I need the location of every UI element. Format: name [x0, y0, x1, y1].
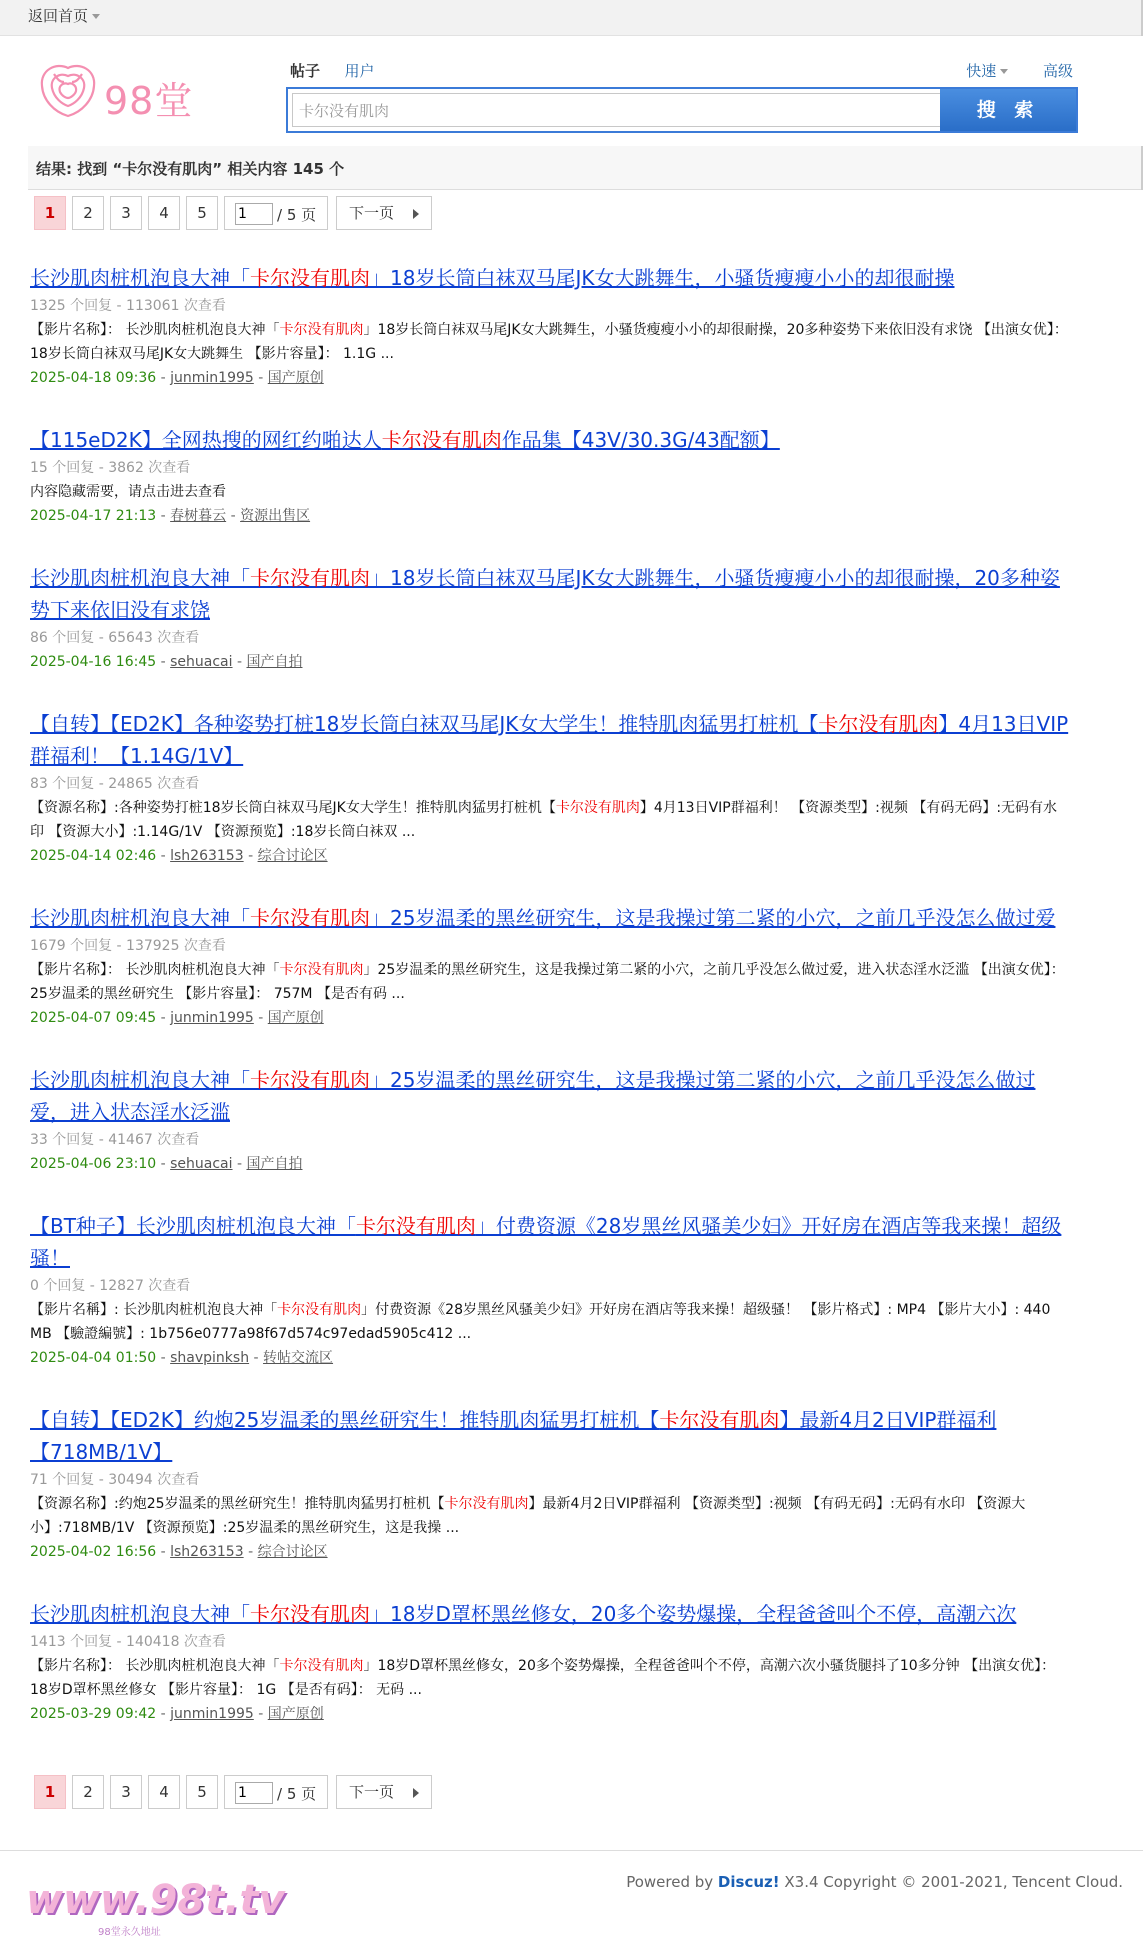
title-keyword-highlight: 卡尔没有肌肉 — [659, 1408, 780, 1432]
excerpt-text: 【影片名称】： 长沙肌肉桩机泡良大神「 — [30, 322, 280, 338]
title-text: 」25岁温柔的黑丝研究生，这是我操过第二紧的小穴，之前几乎没怎么做过爱 — [370, 906, 1056, 930]
search-result — [30, 708, 1070, 868]
result-stats: 1679 个回复 - 137925 次查看 — [30, 938, 226, 954]
title-text: 长沙肌肉桩机泡良大神「 — [30, 566, 250, 590]
page-3[interactable]: 3 — [110, 196, 142, 230]
title-keyword-highlight: 卡尔没有肌肉 — [250, 266, 370, 290]
title-keyword-highlight: 卡尔没有肌肉 — [250, 1068, 370, 1092]
separator: - — [253, 370, 268, 386]
title-text: 」18岁长筒白袜双马尾JK女大跳舞生，小骚货瘦瘦小小的却很耐操 — [370, 266, 955, 290]
excerpt-text: 【影片名称】： 长沙肌肉桩机泡良大神「 — [30, 1658, 280, 1674]
excerpt-keyword-highlight: 卡尔没有肌肉 — [444, 1496, 529, 1512]
page-3[interactable]: 3 — [110, 1775, 142, 1809]
excerpt-text: 」25岁温柔的黑丝研究生，这是我操过第二紧的小穴，之前几乎没怎么做过爱，进入状态淫水泛滥 【出演女优】： 25岁温柔的黑丝研究生 【影片容量】： 757M 【是否有码 ... — [30, 962, 1065, 1002]
result-stats: 15 个回复 - 3862 次查看 — [30, 460, 191, 476]
search-result — [30, 1598, 1070, 1726]
forum-link[interactable]: 综合讨论区 — [257, 1544, 328, 1560]
result-excerpt — [30, 796, 1070, 844]
result-footer — [30, 366, 1070, 390]
page-1[interactable]: 1 — [34, 196, 66, 230]
header — [0, 36, 1143, 146]
search-result — [30, 562, 1070, 674]
search-result — [30, 1210, 1070, 1370]
search-box — [286, 87, 1078, 133]
page-jump-input[interactable] — [235, 1782, 273, 1804]
result-stats: 83 个回复 - 24865 次查看 — [30, 776, 200, 792]
powered-by — [626, 1873, 1123, 1891]
excerpt-text: 【资源名称】:各种姿势打桩18岁长筒白袜双马尾JK女大学生！推特肌肉猛男打桩机【 — [30, 800, 556, 816]
post-date: 2025-04-04 01:50 — [30, 1350, 157, 1366]
result-excerpt — [30, 318, 1070, 366]
title-text: 」18岁长筒白袜双马尾JK女大跳舞生，小骚货瘦瘦小小的却很耐操，20多种姿势下来依旧没有求饶 — [30, 566, 1060, 622]
separator: - — [226, 508, 241, 524]
excerpt-keyword-highlight: 卡尔没有肌肉 — [279, 322, 364, 338]
powered-prefix: Powered by — [626, 1873, 714, 1891]
search-result — [30, 424, 1070, 528]
result-footer — [30, 504, 1070, 528]
result-footer — [30, 1152, 1070, 1176]
forum-link[interactable]: 国产原创 — [267, 1706, 324, 1722]
result-title-link[interactable] — [30, 708, 1070, 772]
chevron-down-icon — [1000, 69, 1008, 74]
search-result — [30, 262, 1070, 390]
page-jump — [224, 196, 328, 230]
result-stats: 0 个回复 - 12827 次查看 — [30, 1278, 191, 1294]
separator: - — [156, 1350, 171, 1366]
result-title-link[interactable] — [30, 262, 1070, 294]
result-footer — [30, 844, 1070, 868]
rose-icon — [34, 60, 102, 122]
author-link[interactable]: junmin1995 — [170, 1010, 254, 1026]
result-stats: 71 个回复 - 30494 次查看 — [30, 1472, 200, 1488]
separator: - — [156, 1706, 171, 1722]
separator: - — [243, 848, 258, 864]
author-link[interactable]: sehuacai — [170, 1156, 233, 1172]
page-total: / 5 页 — [277, 1785, 317, 1803]
title-text: 」25岁温柔的黑丝研究生，这是我操过第二紧的小穴，之前几乎没怎么做过爱，进入状态淫水泛滥 — [30, 1068, 1036, 1124]
excerpt-keyword-highlight: 卡尔没有肌肉 — [555, 800, 640, 816]
result-title-link[interactable] — [30, 1210, 1070, 1274]
next-page-button[interactable] — [336, 1775, 432, 1809]
forum-link[interactable]: 转帖交流区 — [263, 1350, 334, 1366]
page-2[interactable]: 2 — [72, 1775, 104, 1809]
result-stats: 1413 个回复 - 140418 次查看 — [30, 1634, 226, 1650]
title-keyword-highlight: 卡尔没有肌肉 — [250, 1602, 370, 1626]
author-link[interactable]: junmin1995 — [170, 370, 254, 386]
forum-link[interactable]: 资源出售区 — [240, 508, 311, 524]
result-excerpt — [30, 958, 1070, 1006]
title-text: 长沙肌肉桩机泡良大神「 — [30, 1068, 250, 1092]
title-keyword-highlight: 卡尔没有肌肉 — [250, 906, 370, 930]
result-excerpt — [30, 1492, 1070, 1540]
excerpt-text: 【影片名稱】: 长沙肌肉桩机泡良大神「 — [30, 1302, 278, 1318]
title-text: 【自转】【ED2K】各种姿势打桩18岁长筒白袜双马尾JK女大学生！推特肌肉猛男打桩机【 — [30, 712, 819, 736]
search-input[interactable] — [292, 93, 944, 127]
post-date: 2025-04-18 09:36 — [30, 370, 157, 386]
forum-link[interactable]: 国产原创 — [267, 370, 324, 386]
author-link[interactable]: junmin1995 — [170, 1706, 254, 1722]
result-title-link[interactable] — [30, 902, 1070, 934]
title-text: 长沙肌肉桩机泡良大神「 — [30, 1602, 250, 1626]
separator: - — [156, 1156, 171, 1172]
tab-users[interactable]: 用户 — [344, 62, 375, 80]
page-4[interactable]: 4 — [148, 1775, 180, 1809]
title-text: 长沙肌肉桩机泡良大神「 — [30, 906, 250, 930]
title-text: 」18岁D罩杯黑丝修女，20多个姿势爆操，全程爸爸叫个不停，高潮六次 — [370, 1602, 1017, 1626]
separator: - — [156, 508, 171, 524]
excerpt-text: 」付费资源《28岁黑丝风骚美少妇》开好房在酒店等我来操！超级骚！ 【影片格式】: MP4 【影片大小】: 440 MB 【驗證編號】: 1b756e0777a98f67d574c97edad5905c412 ... — [30, 1302, 1051, 1342]
site-logo[interactable] — [34, 60, 194, 130]
page-total: / 5 页 — [277, 206, 317, 224]
excerpt-text: 】4月13日VIP群福利！ 【资源类型】:视频 【有码无码】:无码有水印 【资源大小】:1.14G/1V 【资源预览】:18岁长筒白袜双 ... — [30, 800, 1058, 840]
arrow-right-icon — [413, 209, 419, 219]
separator: - — [156, 848, 171, 864]
post-date: 2025-04-16 16:45 — [30, 654, 157, 670]
separator: - — [156, 654, 171, 670]
search-results — [30, 262, 1070, 1760]
post-date: 2025-04-02 16:56 — [30, 1544, 157, 1560]
author-link[interactable]: sehuacai — [170, 654, 233, 670]
post-date: 2025-04-06 23:10 — [30, 1156, 157, 1172]
result-title-link[interactable] — [30, 1404, 1070, 1468]
next-page-label: 下一页 — [349, 204, 395, 222]
search-options — [906, 60, 1073, 81]
search-type-tabs — [290, 60, 394, 81]
author-link[interactable]: lsh263153 — [170, 1544, 244, 1560]
title-keyword-highlight: 卡尔没有肌肉 — [818, 712, 939, 736]
result-footer — [30, 1540, 1070, 1564]
excerpt-text: 】最新4月2日VIP群福利 【资源类型】:视频 【有码无码】:无码有水印 【资源大小】:718MB/1V 【资源预览】:25岁温柔的黑丝研究生，这是我操 ... — [30, 1496, 1026, 1536]
separator: - — [232, 1156, 247, 1172]
watermark-subtitle: 98堂永久地址 — [98, 1927, 161, 1938]
search-result — [30, 1064, 1070, 1176]
page-4[interactable]: 4 — [148, 196, 180, 230]
excerpt-keyword-highlight: 卡尔没有肌肉 — [277, 1302, 362, 1318]
result-footer — [30, 1006, 1070, 1030]
author-link[interactable]: 春树暮云 — [170, 508, 227, 524]
post-date: 2025-04-17 21:13 — [30, 508, 157, 524]
title-text: 【BT种子】长沙肌肉桩机泡良大神「 — [30, 1214, 356, 1238]
result-summary-bar — [28, 146, 1143, 190]
forum-link[interactable]: 国产自拍 — [246, 654, 303, 670]
separator: - — [249, 1350, 264, 1366]
logo-text: 98堂 — [104, 79, 194, 123]
footer — [0, 1850, 1143, 1938]
home-link[interactable] — [28, 5, 100, 26]
top-bar — [0, 0, 1143, 36]
author-link[interactable]: lsh263153 — [170, 848, 244, 864]
forum-link[interactable]: 国产自拍 — [246, 1156, 303, 1172]
page-5[interactable]: 5 — [186, 1775, 218, 1809]
separator: - — [253, 1010, 268, 1026]
page-jump-input[interactable] — [235, 203, 273, 225]
advanced-search-link[interactable]: 高级 — [1042, 62, 1073, 80]
separator: - — [156, 1544, 171, 1560]
separator: - — [232, 654, 247, 670]
site-watermark: www.98t.tv — [26, 1877, 285, 1923]
home-label: 返回首页 — [28, 7, 89, 25]
excerpt-text: 」18岁长筒白袜双马尾JK女大跳舞生，小骚货瘦瘦小小的却很耐操，20多种姿势下来依旧没有求饶 【出演女优】： 18岁长筒白袜双马尾JK女大跳舞生 【影片容量】： 1.1G ... — [30, 322, 1068, 362]
forum-link[interactable]: 综合讨论区 — [257, 848, 328, 864]
post-date: 2025-03-29 09:42 — [30, 1706, 157, 1722]
search-result — [30, 902, 1070, 1030]
page-5[interactable]: 5 — [186, 196, 218, 230]
result-footer — [30, 1346, 1070, 1370]
title-text: 】4月13日VIP群福利！【1.14G/1V】 — [30, 712, 1069, 768]
discuz-link[interactable]: Discuz! — [717, 1873, 780, 1891]
result-footer — [30, 1702, 1070, 1726]
result-stats: 33 个回复 - 41467 次查看 — [30, 1132, 200, 1148]
excerpt-text: 」18岁D罩杯黑丝修女，20多个姿势爆操，全程爸爸叫个不停，高潮六次小骚货腿抖了10多分钟 【出演女优】： 18岁D罩杯黑丝修女 【影片容量】： 1G 【是否有码】： 无码 ... — [30, 1658, 1056, 1698]
excerpt-keyword-highlight: 卡尔没有肌肉 — [279, 962, 364, 978]
next-page-button[interactable] — [336, 196, 432, 230]
result-title-link[interactable] — [30, 424, 1070, 456]
result-footer — [30, 650, 1070, 674]
excerpt-keyword-highlight: 卡尔没有肌肉 — [279, 1658, 364, 1674]
title-text: 作品集【43V/30.3G/43配额】 — [501, 428, 780, 452]
post-date: 2025-04-14 02:46 — [30, 848, 157, 864]
forum-link[interactable]: 国产原创 — [267, 1010, 324, 1026]
title-text: 【115eD2K】全网热搜的网红约啪达人 — [30, 428, 382, 452]
post-date: 2025-04-07 09:45 — [30, 1010, 157, 1026]
copyright: X3.4 Copyright © 2001-2021, Tencent Cloud. — [784, 1873, 1123, 1891]
title-keyword-highlight: 卡尔没有肌肉 — [355, 1214, 476, 1238]
result-stats: 86 个回复 - 65643 次查看 — [30, 630, 200, 646]
separator: - — [156, 370, 171, 386]
excerpt-text: 【影片名称】： 长沙肌肉桩机泡良大神「 — [30, 962, 280, 978]
quick-search-label: 快速 — [966, 62, 997, 80]
excerpt-text: 内容隐藏需要，请点击进去查看 — [30, 484, 226, 500]
separator: - — [243, 1544, 258, 1560]
page-1[interactable]: 1 — [34, 1775, 66, 1809]
page-2[interactable]: 2 — [72, 196, 104, 230]
title-keyword-highlight: 卡尔没有肌肉 — [250, 566, 370, 590]
result-excerpt — [30, 1654, 1070, 1702]
result-summary: 结果: 找到 “卡尔没有肌肉” 相关内容 145 个 — [36, 160, 345, 178]
separator: - — [253, 1706, 268, 1722]
result-title-link[interactable] — [30, 1598, 1070, 1630]
search-result — [30, 1404, 1070, 1564]
title-text: 」付费资源《28岁黑丝风骚美少妇》开好房在酒店等我来操！超级骚！ — [30, 1214, 1062, 1270]
next-page-label: 下一页 — [349, 1783, 395, 1801]
title-keyword-highlight: 卡尔没有肌肉 — [381, 428, 502, 452]
excerpt-text: 【资源名称】:约炮25岁温柔的黑丝研究生！推特肌肉猛男打桩机【 — [30, 1496, 445, 1512]
page-jump — [224, 1775, 328, 1809]
separator: - — [156, 1010, 171, 1026]
chevron-down-icon — [92, 14, 100, 19]
quick-search-link[interactable] — [936, 62, 1008, 80]
tab-posts[interactable]: 帖子 — [290, 62, 321, 80]
result-title-link[interactable] — [30, 562, 1070, 626]
author-link[interactable]: shavpinksh — [170, 1350, 250, 1366]
result-excerpt — [30, 1298, 1070, 1346]
title-text: 长沙肌肉桩机泡良大神「 — [30, 266, 250, 290]
title-text: 】最新4月2日VIP群福利【718MB/1V】 — [30, 1408, 997, 1464]
result-excerpt — [30, 480, 1070, 504]
arrow-right-icon — [413, 1788, 419, 1798]
result-stats: 1325 个回复 - 113061 次查看 — [30, 298, 226, 314]
result-title-link[interactable] — [30, 1064, 1070, 1128]
search-button[interactable]: 搜 索 — [940, 89, 1076, 131]
title-text: 【自转】【ED2K】约炮25岁温柔的黑丝研究生！推特肌肉猛男打桩机【 — [30, 1408, 660, 1432]
